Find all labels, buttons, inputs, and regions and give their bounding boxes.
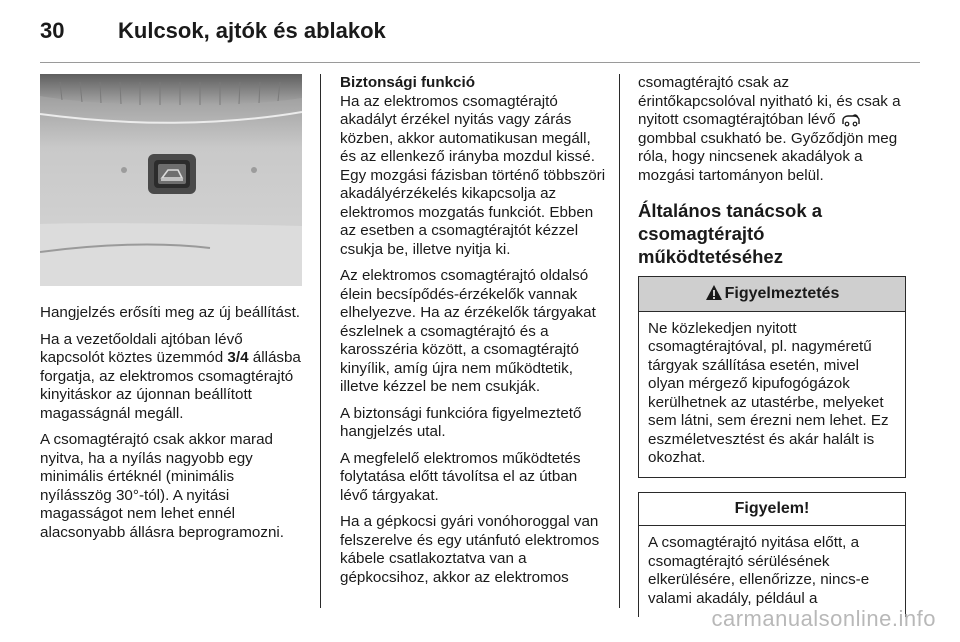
- warning-text: Ne közlekedjen nyitott csomagtérajtóval, pl. nagyméretű tárgyak szállítása esetén, mivel olyan mérgező kipufogógázok kerülhetnek az utastérbe, melyeket sem látni, sem érezni nem lehet. Ez eszméletvesztést és akár halált is okozhat.: [648, 319, 889, 466]
- text-run: állásba forgatja, az elektromos csomagtérajtó kinyitáskor az újonnan beállított magasságnál megáll.: [40, 349, 301, 422]
- column-2: [340, 74, 608, 595]
- caution-box-header: Figyelem!: [639, 493, 905, 527]
- warning-box-header: [639, 277, 905, 312]
- car-lock-icon: [840, 112, 862, 128]
- text-run: gombbal csukható be. Győződjön meg róla, hogy nincsenek akadályok a mozgási tartományon belül.: [638, 129, 898, 184]
- column-divider-right: [619, 74, 620, 608]
- paragraph-new-setting: Hangjelzés erősíti meg az új beállítást.: [40, 304, 301, 321]
- paragraph-switch-mode: [40, 331, 308, 424]
- paragraph-obstacle-detection: Ha az elektromos csomagtérajtó akadályt érzékel nyitás vagy zárás közben, akkor automatikusan megáll, és az ellenkező irányba mozdul kissé. Egy mozgási fázisban történő többszöri akadályérzékelés kikapcsolja az elektromos mozgatás funkciót. Ebben az esetben a csomagtérajtót kézzel csukja be, illetve nyitja ki.: [340, 92, 606, 258]
- warning-triangle-icon: [705, 284, 723, 301]
- caution-box: [638, 492, 906, 618]
- paragraph-touch-switch: [638, 74, 906, 185]
- mode-label: 3/4: [227, 349, 249, 366]
- watermark: carmanualsonline.info: [711, 606, 936, 631]
- paragraph-warning-chime: A biztonsági funkcióra figyelmeztető hangjelzés utal.: [340, 404, 582, 440]
- section-heading-general-advice: Általános tanácsok a csomagtérajtó működtetéséhez: [638, 200, 823, 267]
- column-1: [40, 74, 308, 550]
- text-run: csomagtérajtó csak az érintőkapcsolóval nyitható ki, és csak a nyitott csomagtérajtóban lévő: [638, 74, 901, 128]
- text-run: Ha a vezetőoldali ajtóban lévő kapcsolót köztes üzemmód: [40, 330, 243, 366]
- warning-box: [638, 276, 906, 478]
- paragraph-minimum-opening: A csomagtérajtó csak akkor marad nyitva, ha a nyílás nagyobb egy minimális értéknél (minimális nyílásszög 30°-tól). A nyitási magasságot nem lehet ennél alacsonyabb állásra beprogramozni.: [40, 431, 284, 541]
- chapter-title: Kulcsok, ajtók és ablakok: [118, 18, 386, 43]
- paragraph-pinch-sensors: Az elektromos csomagtérajtó oldalsó élein becsípődés-érzékelők vannak elhelyezve. Ha az érzékelők tárgyakat észlelnek a csomagtérajtó és a karosszéria között, a csomagtérajtó kinyílik, amíg újra nem működtetik, illetve kézzel be nem csukják.: [340, 267, 596, 395]
- page-number: 30: [40, 18, 65, 43]
- subheading-safety-function: Biztonsági funkció: [340, 74, 476, 91]
- warning-title: Figyelmeztetés: [724, 285, 840, 302]
- paragraph-towbar: Ha a gépkocsi gyári vonóhoroggal van felszerelve és egy utánfutó elektromos kábele csatlakoztatva van a gépkocsihoz, akkor az elektromos: [340, 513, 600, 586]
- caution-text: A csomagtérajtó nyitása előtt, a csomagtérajtó sérülésének elkerülésére, ellenőrizze, nincs-e valami akadály, például a: [648, 534, 870, 607]
- header-rule: [40, 62, 920, 63]
- paragraph-remove-objects: A megfelelő elektromos működtetés folytatása előtt távolítsa el az útban lévő tárgyakat.: [340, 449, 581, 504]
- page-header: [40, 18, 920, 48]
- column-3: [638, 74, 906, 617]
- column-divider-left: [320, 74, 321, 608]
- trunk-button-photo: [40, 74, 302, 286]
